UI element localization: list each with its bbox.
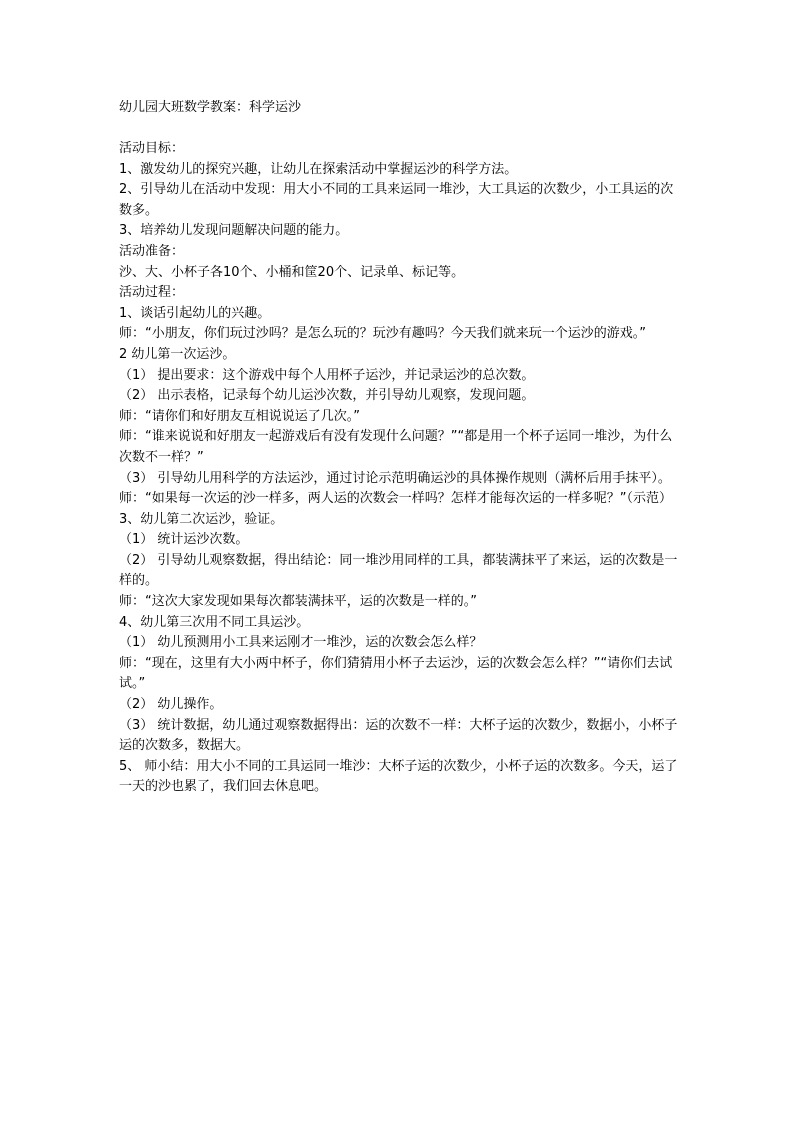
sub-step: （3） 引导幼儿用科学的方法运沙，通过讨论示范明确运沙的具体操作规则（满杯后用手抹平）。 [119, 470, 671, 486]
process-step-3: 3、幼儿第二次运沙，验证。 [119, 511, 284, 527]
sub-step: （1） 幼儿预测用小工具来运刚才一堆沙，运的次数会怎么样？ [119, 635, 483, 651]
sub-step: （1） 统计运沙次数。 [119, 532, 249, 548]
sub-step: （1） 提出要求：这个游戏中每个人用杯子运沙，并记录运沙的总次数。 [119, 367, 535, 383]
section-heading-preparation: 活动准备： [119, 243, 185, 259]
sub-step: （2） 引导幼儿观察数据，得出结论：同一堆沙用同样的工具，都装满抹平了来运，运的次数是一样的。 [119, 552, 678, 589]
sub-step: （3） 统计数据，幼儿通过观察数据得出：运的次数不一样：大杯子运的次数少，数据小，小杯子运的次数多，数据大。 [119, 717, 678, 754]
sub-step: （2） 幼儿操作。 [119, 697, 223, 713]
goal-item-2: 2、引导幼儿在活动中发现：用大小不同的工具来运同一堆沙，大工具运的次数少，小工具运的次数多。 [119, 182, 674, 218]
process-step-1: 1、谈话引起幼儿的兴趣。 [119, 305, 271, 321]
process-step-4: 4、幼儿第三次用不同工具运沙。 [119, 614, 310, 630]
teacher-dialogue: 师：“现在，这里有大小两中杯子，你们猜猜用小杯子去运沙，运的次数会怎么样？”“请你们去试试。” [119, 655, 673, 692]
document-body [119, 98, 679, 798]
teacher-dialogue: 师：“小朋友，你们玩过沙吗？是怎么玩的？玩沙有趣吗？今天我们就来玩一个运沙的游戏。” [119, 326, 646, 342]
sub-step: （2） 出示表格，记录每个幼儿运沙次数，并引导幼儿观察，发现问题。 [119, 388, 535, 404]
section-heading-process: 活动过程： [119, 285, 185, 301]
goal-item-1: 1、激发幼儿的探究兴趣，让幼儿在探索活动中掌握运沙的科学方法。 [119, 161, 518, 177]
document-title: 幼儿园大班数学教案：科学运沙 [119, 100, 302, 115]
goal-item-3: 3、培养幼儿发现问题解决问题的能力。 [119, 223, 349, 239]
teacher-dialogue: 师：“这次大家发现如果每次都装满抹平，运的次数是一样的。” [119, 594, 477, 610]
process-step-2: 2 幼儿第一次运沙。 [119, 346, 236, 362]
preparation-text: 沙、大、小杯子各10个、小桶和筐20个、记录单、标记等。 [119, 264, 465, 280]
section-heading-goals: 活动目标： [119, 141, 185, 156]
teacher-dialogue: 师：“请你们和好朋友互相说说运了几次。” [119, 408, 360, 424]
process-step-5: 5、 师小结：用大小不同的工具运同一堆沙：大杯子运的次数少，小杯子运的次数多。今天，运了一天的沙也累了，我们回去休息吧。 [119, 758, 678, 795]
teacher-dialogue: 师：“如果每一次运的沙一样多，两人运的次数会一样吗？怎样才能每次运的一样多呢？”（示范） [119, 491, 672, 507]
teacher-dialogue: 师：“谁来说说和好朋友一起游戏后有没有发现什么问题？”“都是用一个杯子运同一堆沙，为什么次数不一样？” [119, 429, 673, 465]
